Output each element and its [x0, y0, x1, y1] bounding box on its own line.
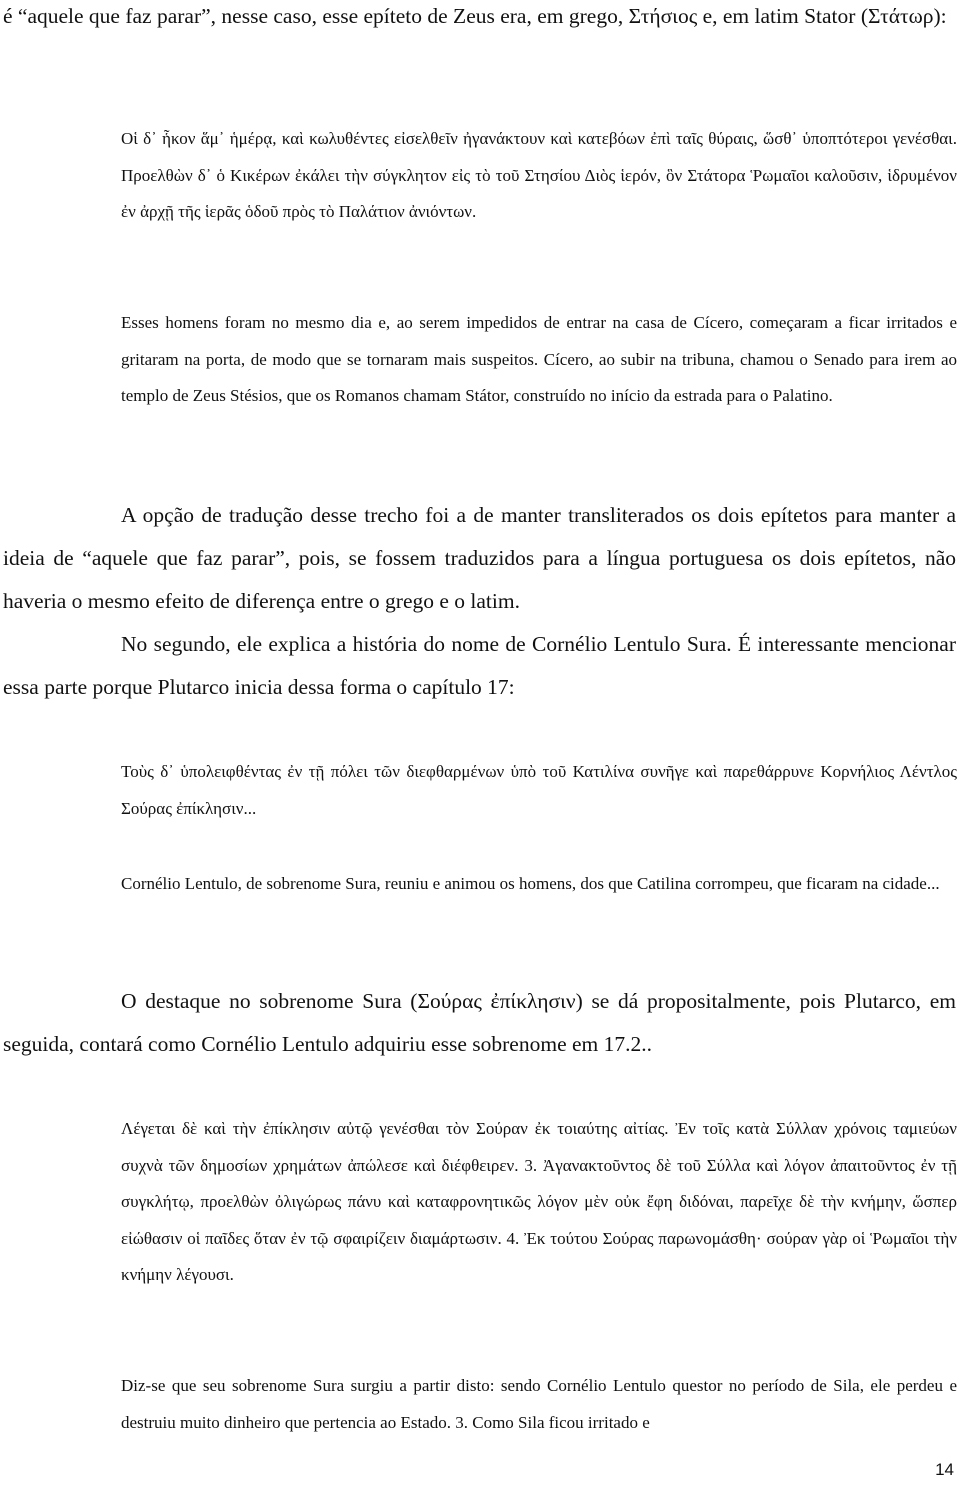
intro-paragraph: é “aquele que faz parar”, nesse caso, esse epíteto de Zeus era, em grego, Στήσιος e, em latim Stator (Στάτωρ):: [3, 4, 947, 28]
greek-quote-2: Τοὺς δ᾽ ὑπολειφθέντας ἐν τῇ πόλει τῶν διεφθαρμένων ὑπὸ τοῦ Κατιλίνα συνῆγε καὶ παρεθάρρυνε Κορνήλιος Λέντλος Σούρας ἐπίκλησιν...: [121, 762, 957, 818]
body-paragraph-2: No segundo, ele explica a história do nome de Cornélio Lentulo Sura. É interessante mencionar essa parte porque Plutarco inicia dessa forma o capítulo 17:: [3, 632, 956, 699]
body-paragraph-3: O destaque no sobrenome Sura (Σούρας ἐπίκλησιν) se dá propositalmente, pois Plutarco, em seguida, contará como Cornélio Lentulo adquiriu esse sobrenome em 17.2..: [3, 989, 956, 1056]
translation-3: Diz-se que seu sobrenome Sura surgiu a partir disto: sendo Cornélio Lentulo questor no período de Sila, ele perdeu e destruiu muito dinheiro que pertencia ao Estado. 3. Como Sila ficou irritado e: [121, 1376, 957, 1432]
translation-1: Esses homens foram no mesmo dia e, ao serem impedidos de entrar na casa de Cícero, começaram a ficar irritados e gritaram na porta, de modo que se tornaram mais suspeitos. Cícero, ao subir na tribuna, chamou o Senado para irem ao templo de Zeus Stésios, que os Romanos chamam Státor, construído no início da estrada para o Palatino.: [121, 313, 957, 405]
greek-quote-1: Οἱ δ᾽ ἧκον ἅμ᾽ ἡμέρᾳ, καὶ κωλυθέντες εἰσελθεῖν ἠγανάκτουν καὶ κατεβόων ἐπὶ ταῖς θύραις, ὥσθ᾽ ὑποπτότεροι γενέσθαι. Προελθὼν δ᾽ ὁ Κικέρων ἐκάλει τὴν σύγκλητον εἰς τὸ τοῦ Στησίου Διὸς ἱερόν, ὃν Στάτορα Ῥωμαῖοι καλοῦσιν, ἱδρυμένον ἐν ἀρχῇ τῆς ἱερᾶς ὁδοῦ πρὸς τὸ Παλάτιον ἀνιόντων.: [121, 129, 957, 221]
translation-2: Cornélio Lentulo, de sobrenome Sura, reuniu e animou os homens, dos que Catilina corrompeu, que ficaram na cidade...: [121, 874, 940, 893]
greek-quote-3: Λέγεται δὲ καὶ τὴν ἐπίκλησιν αὐτῷ γενέσθαι τὸν Σούραν ἐκ τοιαύτης αἰτίας. Ἐν τοῖς κατὰ Σύλλαν χρόνοις ταμιεύων συχνὰ τῶν δημοσίων χρημάτων ἀπώλεσε καὶ διέφθειρεν. 3. Ἀγανακτοῦντος δὲ τοῦ Σύλλα καὶ λόγον ἀπαιτοῦντος ἐν τῇ συγκλήτῳ, προελθὼν ὀλιγώρως πάνυ καὶ καταφρονητικῶς λόγον μὲν οὐκ ἔφη διδόναι, παρεῖχε δὲ τὴν κνήμην, ὥσπερ εἰώθασιν οἱ παῖδες ὅταν ἐν τῷ σφαιρίζειν διαμάρτωσιν. 4. Ἐκ τούτου Σούρας παρωνομάσθη· σούραν γὰρ οἱ Ῥωμαῖοι τὴν κνήμην λέγουσι.: [121, 1119, 957, 1284]
page-number: 14: [935, 1460, 954, 1479]
body-paragraph-1: A opção de tradução desse trecho foi a de manter transliterados os dois epítetos para manter a ideia de “aquele que faz parar”, pois, se fossem traduzidos para a língua portuguesa os dois epítetos, não haveria o mesmo efeito de diferença entre o grego e o latim.: [3, 503, 956, 613]
